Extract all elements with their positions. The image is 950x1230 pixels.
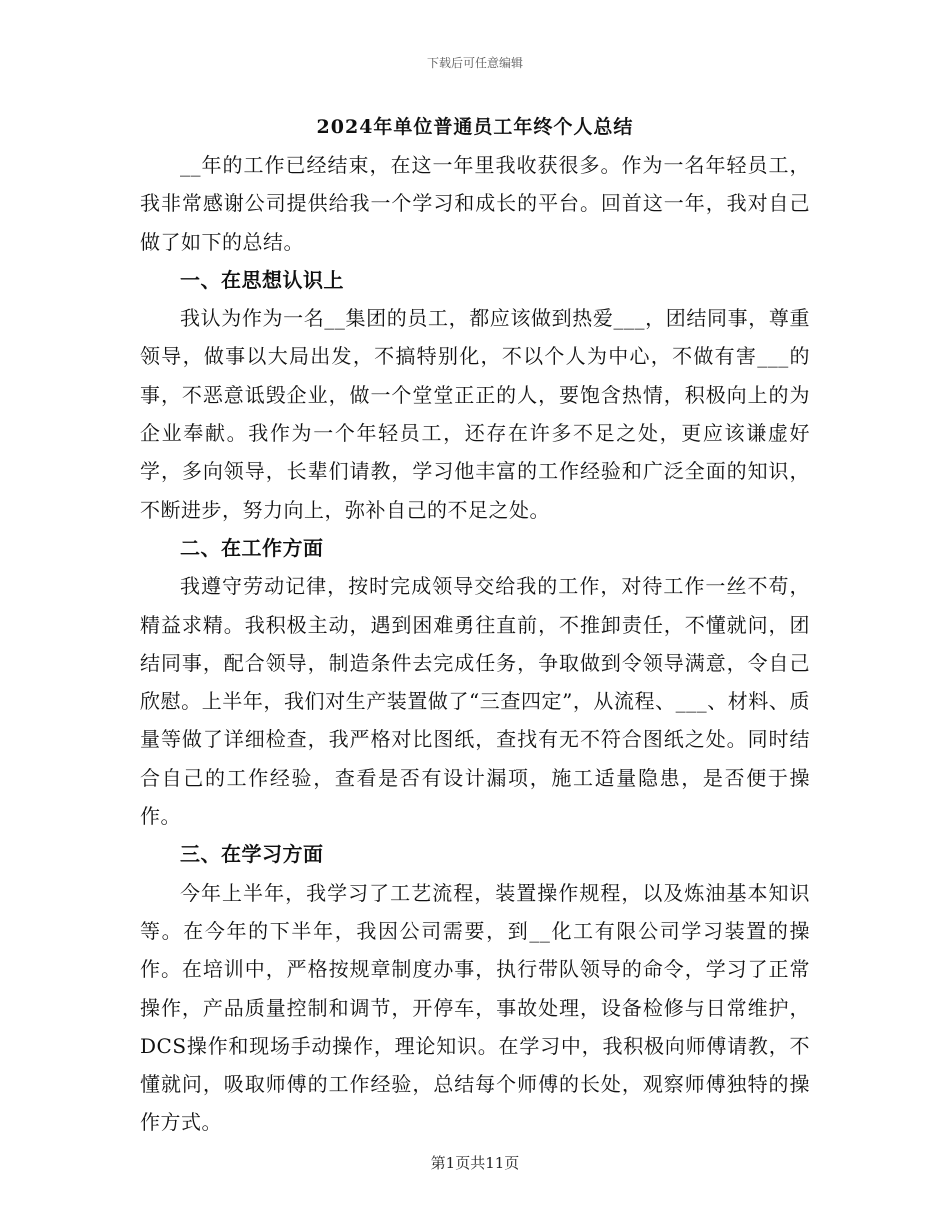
document-title: 2024年单位普通员工年终个人总结 bbox=[316, 116, 634, 138]
header-note: 下载后可任意编辑 bbox=[426, 56, 523, 70]
section-heading-thought: 一、在思想认识上 bbox=[180, 267, 344, 292]
intro-paragraph: __年的工作已经结束，在这一年里我收获很多。作为一名年轻员工，我非常感谢公司提供给我一个学习和成长的平台。回首这一年，我对自己做了如下的总结。 bbox=[140, 153, 810, 254]
section-heading-study: 三、在学习方面 bbox=[180, 842, 324, 867]
section-heading-work: 二、在工作方面 bbox=[180, 535, 324, 560]
section-body-study: 今年上半年，我学习了工艺流程，装置操作规程，以及炼油基本知识等。在今年的下半年，我因公司需要，到__化工有限公司学习装置的操作。在培训中，严格按规章制度办事，执行带队领导的命令，学习了正常操作，产品质量控制和调节，开停车，事故处理，设备检修与日常维护，DCS操作和现场手动操作，理论知识。在学习中，我积极向师傅请教，不懂就问，吸取师傅的工作经验，总结每个师傅的长处，观察师傅独特的操作方式。 bbox=[140, 880, 810, 1135]
page-footer: 第1页共11页 bbox=[430, 1154, 520, 1172]
section-body-work: 我遵守劳动记律，按时完成领导交给我的工作，对待工作一丝不苟，精益求精。我积极主动，遇到困难勇往直前，不推卸责任，不懂就问，团结同事，配合领导，制造条件去完成任务，争取做到令领导满意，令自己欣慰。上半年，我们对生产装置做了“三查四定”，从流程、___、材料、质量等做了详细检查，我严格对比图纸，查找有无不符合图纸之处。同时结合自己的工作经验，查看是否有设计漏项，施工适量隐患，是否便于操作。 bbox=[140, 574, 810, 829]
document-body bbox=[140, 110, 810, 1142]
section-body-thought: 我认为作为一名__集团的员工，都应该做到热爱___，团结同事，尊重领导，做事以大局出发，不搞特别化，不以个人为中心，不做有害___的事，不恶意诋毁企业，做一个堂堂正正的人，要饱含热情，积极向上的为企业奉献。我作为一个年轻员工，还存在许多不足之处，更应该谦虚好学，多向领导，长辈们请教，学习他丰富的工作经验和广泛全面的知识，不断进步，努力向上，弥补自己的不足之处。 bbox=[140, 306, 810, 522]
